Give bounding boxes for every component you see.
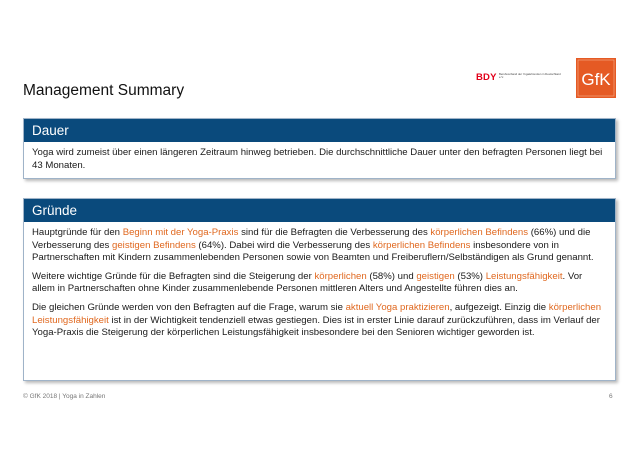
text-segment: insbesondere von in Partnerschaften mit Kindern zusammenlebenden Personen sowie von Beamten und Freiberuflern/Selbständigen als Grund genannt. <box>32 239 594 264</box>
text-segment: , aufgezeigt. Einzig die <box>449 301 549 313</box>
text-segment: Hauptgründe für den <box>32 227 123 238</box>
dauer-text: Yoga wird zumeist über einen längeren Zeitraum hinweg betrieben. Die durchschnittliche Dauer unter den befragten Personen liegt bei 43 Monaten. <box>32 147 603 171</box>
gruende-panel <box>23 198 616 381</box>
gfk-logo-mark <box>576 58 616 98</box>
text-segment: (53%) <box>454 270 486 282</box>
highlight-geistigen: geistigen <box>416 270 455 282</box>
text-segment: (58%) und <box>366 270 417 282</box>
footer-page-number: 6 <box>609 393 613 400</box>
gruende-body <box>24 222 615 340</box>
text-segment: sind für die Befragten die Verbesserung des <box>238 227 431 238</box>
text-segment: (64%). Dabei wird die Verbesserung des <box>195 239 373 251</box>
gfk-logo <box>576 58 616 98</box>
text-segment: Weitere wichtige Gründe für die Befragten sind die Steigerung der <box>32 270 315 282</box>
dauer-panel <box>23 118 616 179</box>
highlight-koerperliches-befinden: körperlichen Befindens <box>430 227 529 238</box>
bdv-logo <box>476 72 566 88</box>
footer-copyright: © GfK 2018 | Yoga in Zahlen <box>23 393 106 400</box>
gruende-paragraph-2 <box>32 271 607 296</box>
page-title: Management Summary <box>23 82 185 99</box>
highlight-beginn: Beginn mit der Yoga-Praxis <box>122 227 239 238</box>
bdv-logo-mark: BDY <box>476 72 497 83</box>
text-segment: ist in der Wichtigkeit tendenziell etwas gestiegen. Dies ist in erster Linie darauf zurückzuführen, dass im Verlauf der Yoga-Praxis die Steigerung der körperlichen Leistungsfähigkeit insbesondere bei den Senioren wichtiger geworden ist. <box>32 314 600 339</box>
text-segment: . Vor allem in Partnerschaften ohne Kinder zusammenlebende Personen mittleren Alters und Angestellte führen dies an. <box>32 270 583 295</box>
gruende-paragraph-1 <box>32 227 607 265</box>
dauer-heading: Dauer <box>24 119 615 142</box>
gruende-paragraph-3 <box>32 302 607 340</box>
dauer-body <box>24 142 615 172</box>
text-segment: (66%) und die Verbesserung des <box>32 227 591 251</box>
highlight-koerperliches-befinden-2: körperlichen Befindens <box>372 239 471 251</box>
highlight-koerperlichen: körperlichen <box>314 270 367 282</box>
highlight-koerperlichen-leistungsfaehigkeit: körperlichen Leistungsfähigkeit <box>32 301 602 326</box>
gfk-logo-text: GfK <box>581 70 611 89</box>
highlight-leistungsfaehigkeit: Leistungsfähigkeit <box>485 270 563 282</box>
text-segment: Die gleichen Gründe werden von den Befragten auf die Frage, warum sie <box>32 301 346 313</box>
highlight-geistiges-befinden: geistigen Befindens <box>112 239 196 251</box>
gruende-heading: Gründe <box>24 199 615 222</box>
highlight-aktuell-yoga: aktuell Yoga praktizieren <box>345 301 450 313</box>
bdv-logo-subtitle: Berufsverband der Yogalehrenden in Deutschland e.V. <box>499 72 561 80</box>
